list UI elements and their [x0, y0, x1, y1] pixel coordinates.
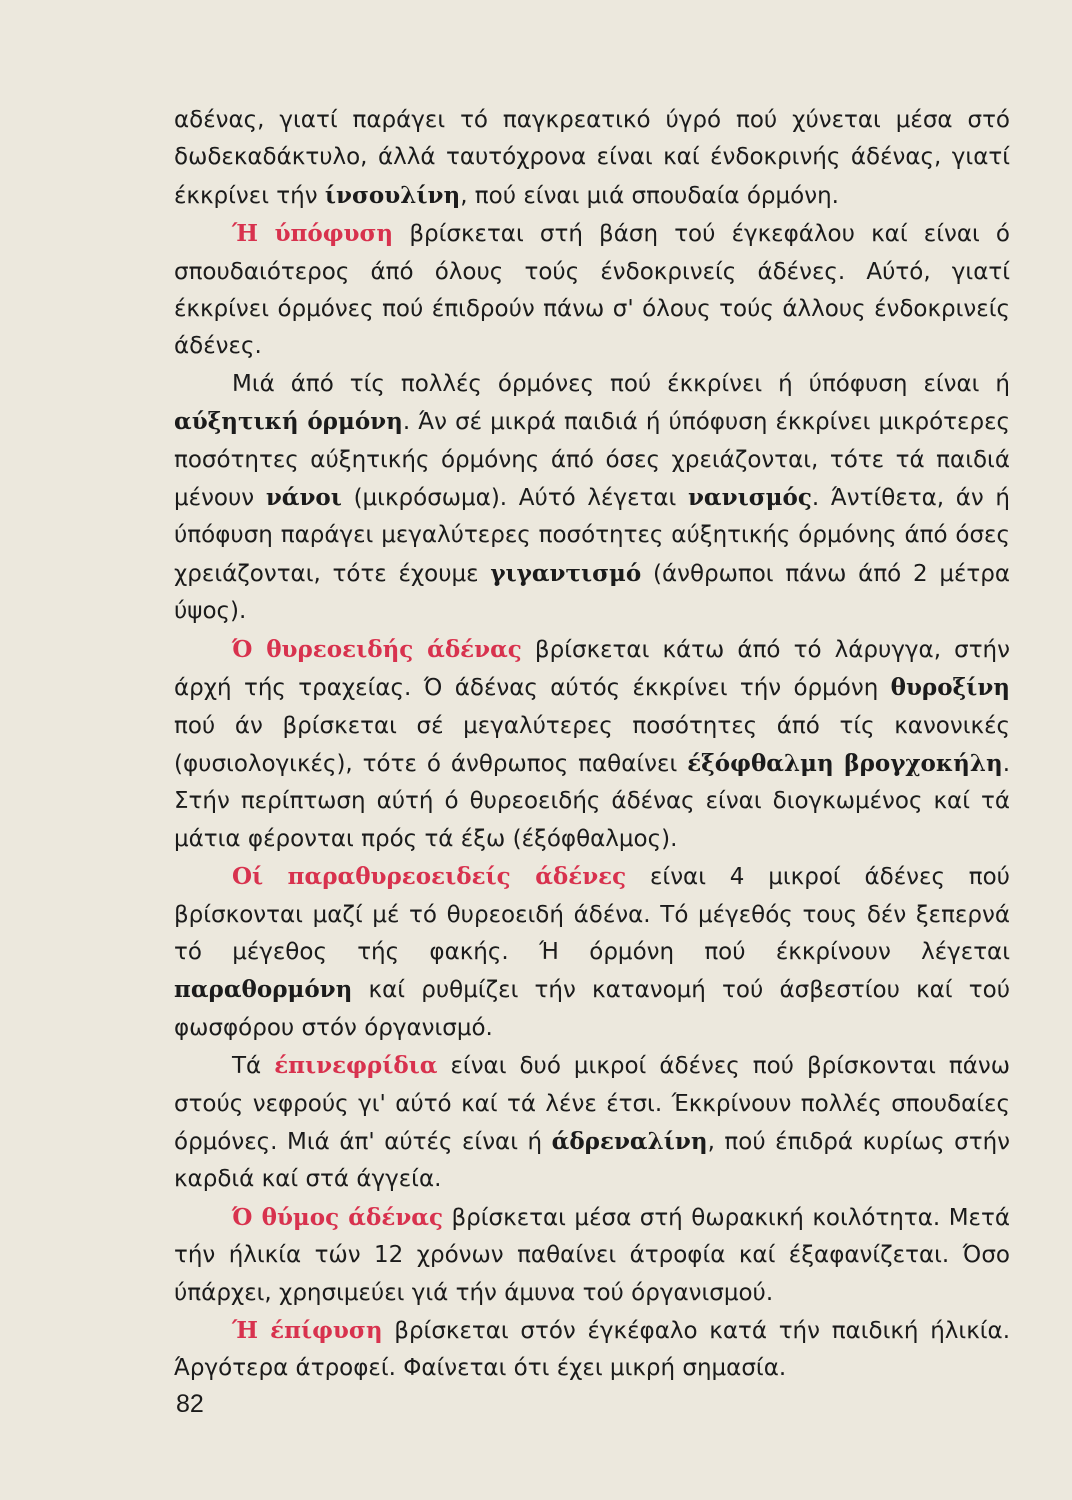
term-adrenaline: άδρεναλίνη: [551, 1127, 708, 1155]
paragraph-pineal: Ή έπίφυση βρίσκεται στόν έγκέφαλο κατά τήν παιδική ήλικία. Άργότερα άτροφεί. Φαίνεται ότι έχει μικρή σημασία.: [174, 1317, 1010, 1382]
heading-parathyroid: Οί παραθυρεοειδείς άδένες: [232, 863, 627, 891]
term-parathormone: παραθορμόνη: [174, 976, 353, 1004]
term-dwarfism: νανισμός: [687, 484, 812, 512]
heading-pituitary: Ή ύπόφυση: [232, 220, 394, 248]
heading-adrenal: έπινεφρίδια: [274, 1052, 438, 1080]
paragraph-thymus: Ό θύμος άδένας βρίσκεται μέσα στή θωρακική κοιλότητα. Μετά τήν ήλικία τών 12 χρόνων παθαίνει άτροφία καί έξαφανίζεται. Όσο ύπάρχει, χρησιμεύει γιά τήν άμυνα τού όργανισμού.: [174, 1203, 1010, 1306]
paragraph-adrenal: Τά έπινεφρίδια είναι δυό μικροί άδένες πού βρίσκονται πάνω στούς νεφρούς γι' αύτό καί τά λένε έτσι. Έκκρίνουν πολλές σπουδαίες όρμόνες. Μιά άπ' αύτές είναι ή άδρεναλίνη, πού έπιδρά κυρίως στήν καρδιά καί στά άγγεία.: [174, 1052, 1010, 1193]
paragraph-thyroid: Ό θυρεοειδής άδένας βρίσκεται κάτω άπό τό λάρυγγα, στήν άρχή τής τραχείας. Ό άδένας αύτός έκκρίνει τήν όρμόνη θυροξίνη πού άν βρίσκεται σέ μεγαλύτερες ποσότητες άπό τίς κανονικές (φυσιολογικές), τότε ό άνθρωπος παθαίνει έξόφθαλμη βρογχοκήλη. Στήν περίπτωση αύτή ό θυρεοειδής άδένας είναι διογκωμένος καί τά μάτια φέρονται πρός τά έξω (έξόφθαλμος).: [174, 635, 1010, 852]
paragraph-pituitary: Ή ύπόφυση βρίσκεται στή βάση τού έγκεφάλου καί είναι ό σπουδαιότερος άπό όλους τούς ένδοκρινείς άδένες. Αύτό, γιατί έκκρίνει όρμόνες πού έπιδρούν πάνω σ' όλους τούς άλλους ένδοκρινείς άδένες.: [174, 220, 1010, 360]
term-insulin: ίνσουλίνη: [324, 181, 461, 209]
heading-thymus: Ό θύμος άδένας: [232, 1203, 443, 1231]
body-text: [174, 102, 1010, 1388]
paragraph-pancreas: αδένας, γιατί παράγει τό παγκρεατικό ύγρό πού χύνεται μέσα στό δωδεκαδάκτυλο, άλλά ταυτόχρονα είναι καί ένδοκρινής άδένας, γιατί έκκρίνει τήν ίνσουλίνη, πού είναι μιά σπουδαία όρμόνη.: [174, 107, 1010, 209]
paragraph-parathyroid: Οί παραθυρεοειδείς άδένες είναι 4 μικροί άδένες πού βρίσκονται μαζί μέ τό θυρεοειδή άδένα. Τό μέγεθός τους δέν ξεπερνά τό μέγεθος τής φακής. Ή όρμόνη πού έκκρίνουν λέγεται παραθορμόνη καί ρυθμίζει τήν κατανομή τού άσβεστίου καί τού φωσφόρου στόν όργανισμό.: [174, 863, 1010, 1041]
term-goiter: έξόφθαλμη βρογχοκήλη: [687, 749, 1003, 777]
paragraph-growth-hormone: Μιά άπό τίς πολλές όρμόνες πού έκκρίνει ή ύπόφυση είναι ή αύξητική όρμόνη. Άν σέ μικρά παιδιά ή ύπόφυση έκκρίνει μικρότερες ποσότητες αύξητικής όρμόνης άπό όσες χρειάζονται, τότε τά παιδιά μένουν νάνοι (μικρόσωμα). Αύτό λέγεται νανισμός. Άντίθετα, άν ή ύπόφυση παράγει μεγαλύτερες ποσότητες αύξητικής όρμόνης άπό όσες χρειάζονται, τότε έχουμε γιγαντισμό (άνθρωποι πάνω άπό 2 μέτρα ύψος).: [174, 370, 1010, 625]
page-number: 82: [176, 1390, 204, 1418]
term-dwarfs: νάνοι: [265, 484, 342, 512]
term-thyroxine: θυροξίνη: [890, 674, 1010, 702]
heading-pineal: Ή έπίφυση: [232, 1317, 383, 1344]
term-gigantism: γιγαντισμό: [490, 559, 642, 587]
heading-thyroid: Ό θυρεοειδής άδένας: [232, 635, 522, 663]
term-growth-hormone: αύξητική όρμόνη: [174, 408, 403, 436]
